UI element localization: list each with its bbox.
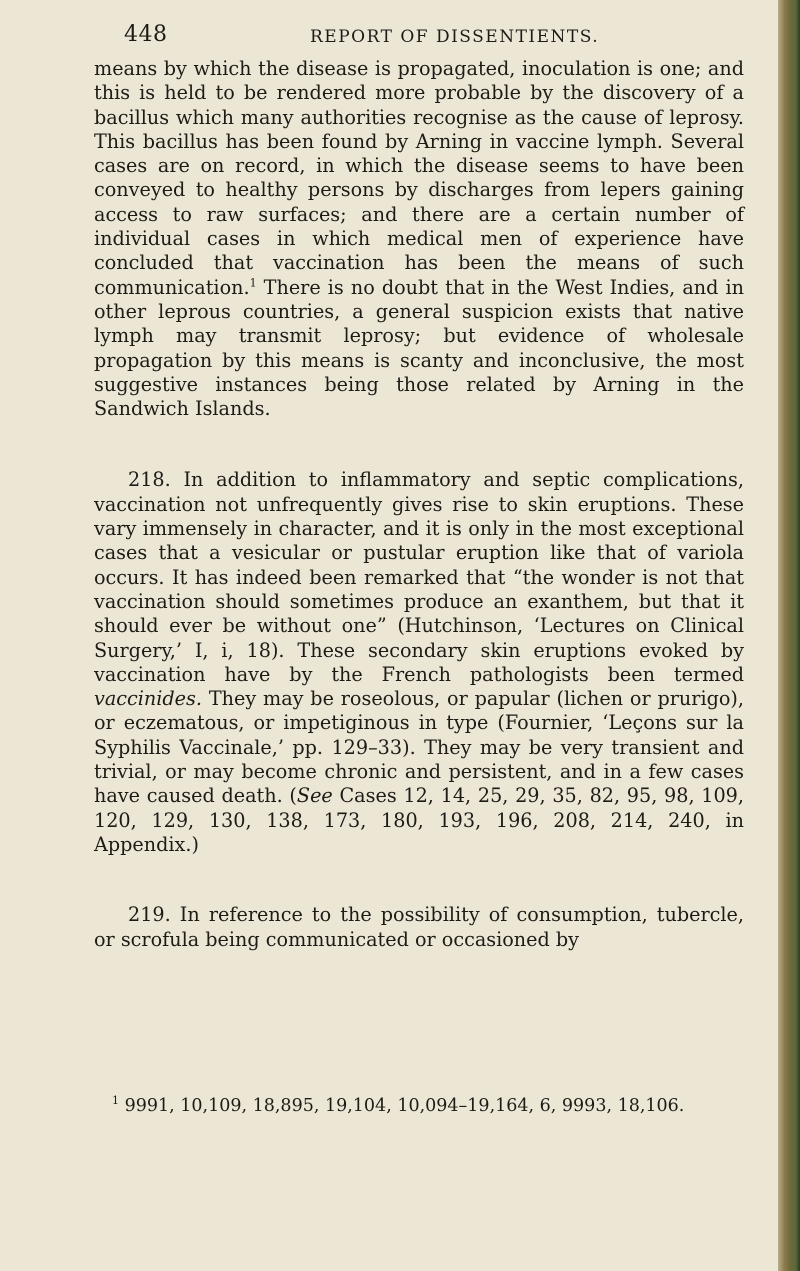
paragraph-218-text-b: They may be roseolous, or papular (lichen or prurigo), or eczematous, or impetiginous in type (Fournier, ‘Leçons sur la Syphilis Vaccinale,’ pp. 129–33). They may be very transient and trivial, or may become chronic and persistent, and in a few cases have caused death. ( (94, 687, 744, 808)
page-number: 448 (124, 22, 168, 47)
paragraph-leprosy-text: means by which the disease is propagated, inoculation is one; and this is held to be rendered more probable by the discovery of a bacillus which many authorities recognise as the cause of leprosy. This bacillus has been found by Arning in vaccine lymph. Several cases are on record, in which the disease seems to have been conveyed to healthy persons by discharges from lepers gaining access to raw surfaces; and there are a certain number of individual cases in which medical men of experience have concluded that vaccination has been the means of such communication. (94, 57, 744, 299)
paragraph-leprosy (94, 57, 744, 421)
paragraph-219 (94, 903, 744, 952)
footnote-reference: 1 (249, 276, 257, 290)
paragraph-leprosy-continued: There is no doubt that in the West Indies, and in other leprous countries, a general suspicion exists that native lymph may transmit leprosy; but evidence of wholesale propagation by this means is scanty and inconclusive, the most suggestive instances being those related by Arning in the Sandwich Islands. (94, 275, 744, 421)
binding-edge (778, 0, 800, 1271)
footnote (112, 1096, 684, 1116)
paragraph-spacer (94, 857, 744, 903)
footnote-mark: 1 (112, 1094, 119, 1108)
page-header (90, 22, 750, 58)
paragraph-218-text-c: Cases 12, 14, 25, 29, 35, 82, 95, 98, 109, 120, 129, 130, 138, 173, 180, 193, 196, 208, 214, 240, in Appendix.) (94, 784, 744, 856)
paragraph-218 (94, 468, 744, 857)
body-text (94, 57, 744, 952)
footnote-text: 9991, 10,109, 18,895, 19,104, 10,094–19,164, 6, 9993, 18,106. (124, 1096, 685, 1116)
term-vaccinides: vaccinides. (94, 687, 202, 711)
paragraph-spacer (94, 421, 744, 468)
paragraph-219-text: 219. In reference to the possibility of consumption, tubercle, or scrofula being communicated or occasioned by (94, 903, 744, 951)
running-head: REPORT OF DISSENTIENTS. (310, 27, 600, 47)
see-reference: See (296, 784, 333, 808)
paragraph-218-text-a: 218. In addition to inflammatory and septic complications, vaccination not unfrequently gives rise to skin eruptions. These vary immensely in character, and it is only in the most exceptional cases that a vesicular or pustular eruption like that of variola occurs. It has indeed been remarked that “the wonder is not that vaccination should sometimes produce an exanthem, but that it should ever be without one” (Hutchinson, ‘Lectures on Clinical Surgery,’ I, i, 18). These secondary skin eruptions evoked by vaccination have by the French pathologists been termed (94, 468, 744, 686)
